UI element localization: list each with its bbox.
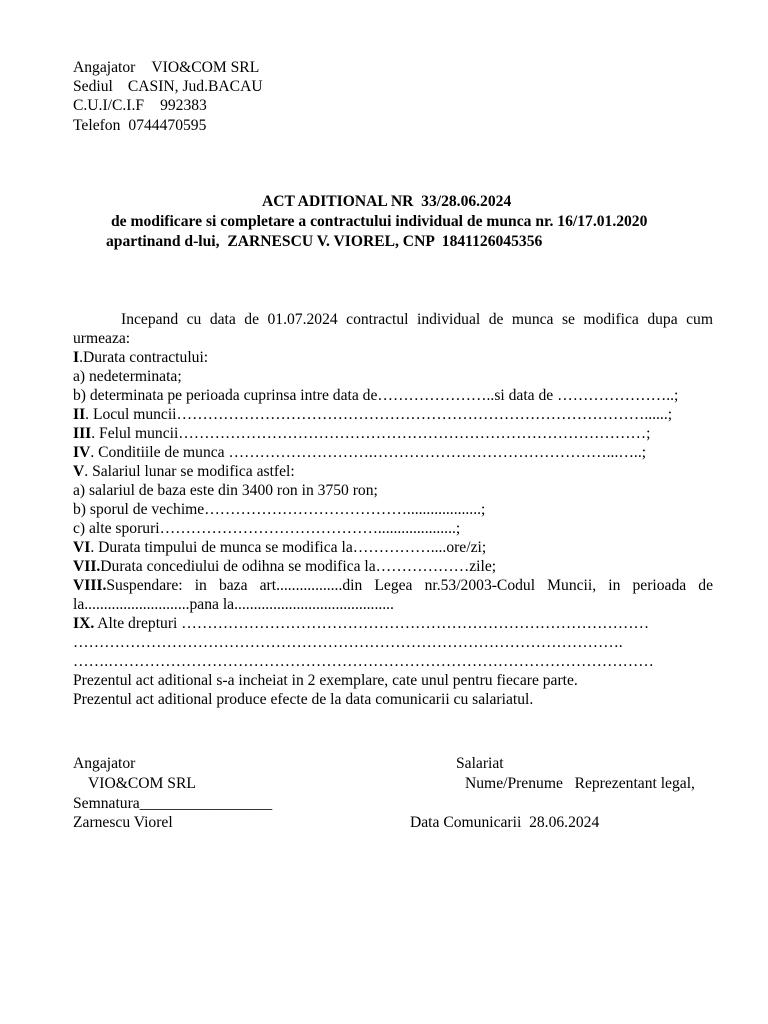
employee-signature-fields: Nume/Prenume Reprezentant legal, [465,775,695,792]
section-text: . Locul muncii………………………………………………………………………………......; [85,406,673,423]
document-body [73,310,713,709]
section-number: I [73,349,80,366]
section-text: Suspendare: in baza art.................din Legea nr.53/2003-Codul Muncii, in perioada de [106,577,713,594]
other-rights-line-3: …….…………………………………………………………………………………………… [73,653,654,670]
section-number: VIII. [73,577,107,594]
employer-signature-name: VIO&COM SRL [88,775,196,792]
section-other-rights [73,614,713,633]
salary-other-bonuses: c) alte sporuri……………………………………....................; [73,520,461,537]
cui-label: C.U.I/C.I.F [73,97,145,114]
document-subtitle: de modificare si completare a contractului individual de munca nr. 16/17.01.2020 [111,213,648,230]
section-text: .Durata contractului: [79,349,209,366]
section-number: IX. [73,615,95,632]
section-text: . Durata timpului de munca se modifica la……………....ore/zi; [90,539,487,556]
section-workplace [73,405,713,424]
employee-identification: apartinand d-lui, ZARNESCU V. VIOREL, CNP 1841126045356 [106,233,543,250]
section-leave [73,557,713,576]
cui-value: 992383 [160,97,207,114]
section-text: . Salariul lunar se modifica astfel: [84,463,295,480]
section-suspension [73,576,713,595]
signature-line: Semnatura_________________ [73,795,273,812]
duration-option-a: a) nedeterminata; [73,368,182,385]
section-number: IV [73,444,91,461]
section-text: Durata concediului de odihna se modifica la………………zile; [100,558,497,575]
section-duration [73,348,713,367]
section-work-conditions [73,443,713,462]
communication-date: Data Comunicarii 28.06.2024 [410,814,600,831]
section-number: V [73,463,85,480]
section-text: . Conditiile de munca ……………………….………………………………………...…..; [90,444,647,461]
section-salary [73,462,713,481]
employer-representative: Zarnescu Viorel [73,814,173,831]
employer-name: VIO&COM SRL [151,59,260,76]
section-text: Alte drepturi ……………………………………………………………………………… [94,615,650,632]
employer-signature-label: Angajator [73,755,136,772]
section-job-type [73,424,713,443]
closing-copies: Prezentul act aditional s-a incheiat in 2 exemplare, cate unul pentru fiecare parte. [73,672,578,689]
employer-line [73,58,259,77]
section-number: VI [73,539,91,556]
suspension-period: la...........................pana la......................................... [73,596,394,613]
seat-line [73,77,263,96]
phone-line [73,116,206,135]
section-text: . Felul muncii………………………………………………………………………………; [91,425,651,442]
seat-value: CASIN, Jud.BACAU [127,78,263,95]
phone-label: Telefon [73,117,121,134]
seat-label: Sediul [73,78,113,95]
closing-effect: Prezentul act aditional produce efecte de la data comunicarii cu salariatul. [73,691,534,708]
section-working-time [73,538,713,557]
section-number: III [73,425,92,442]
cui-line [73,96,207,115]
phone-value: 0744470595 [128,117,207,134]
section-number: II [73,406,86,423]
other-rights-line-2: ……………………………………………………………………………………………. [73,634,623,651]
salary-base: a) salariul de baza este din 3400 ron in 3750 ron; [73,482,378,499]
employee-signature-label: Salariat [456,755,504,772]
section-number: VII. [73,558,101,575]
intro-continuation: urmeaza: [73,330,131,347]
document-title: ACT ADITIONAL NR 33/28.06.2024 [262,193,512,210]
salary-seniority: b) sporul de vechime…………………………………...................; [73,501,486,518]
duration-option-b: b) determinata pe perioada cuprinsa intre data de…………………..si data de …………………..; [73,387,679,404]
employer-label: Angajator [73,59,136,76]
intro-paragraph: Incepand cu data de 01.07.2024 contractul individual de munca se modifica dupa cum [121,311,713,328]
